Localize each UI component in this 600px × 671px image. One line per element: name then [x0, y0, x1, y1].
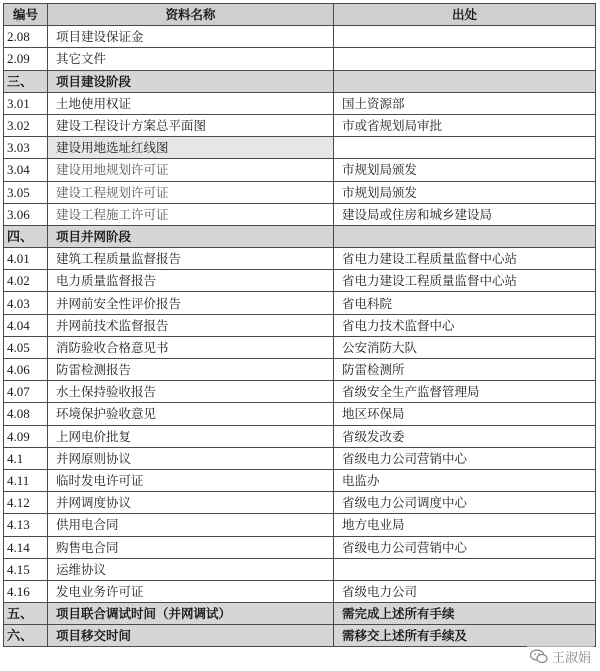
source-cell: 省级电力公司	[334, 580, 596, 602]
num-cell: 4.1	[4, 447, 48, 469]
name-cell: 防雷检测报告	[48, 359, 334, 381]
name-cell: 运维协议	[48, 558, 334, 580]
name-cell: 上网电价批复	[48, 425, 334, 447]
source-cell: 省级发改委	[334, 425, 596, 447]
source-cell	[334, 225, 596, 247]
source-cell: 电监办	[334, 469, 596, 491]
num-cell: 4.04	[4, 314, 48, 336]
num-cell: 4.16	[4, 580, 48, 602]
name-cell: 项目建设保证金	[48, 26, 334, 48]
table-row	[4, 558, 596, 580]
watermark	[527, 646, 594, 667]
num-cell: 3.06	[4, 203, 48, 225]
name-cell: 并网前安全性评价报告	[48, 292, 334, 314]
num-cell: 3.03	[4, 137, 48, 159]
name-cell: 项目联合调试时间（并网调试）	[48, 603, 334, 625]
source-cell: 地方电业局	[334, 514, 596, 536]
table-row	[4, 447, 596, 469]
source-cell	[334, 70, 596, 92]
table-row	[4, 114, 596, 136]
table-row	[4, 181, 596, 203]
document-table	[3, 3, 596, 647]
name-cell: 其它文件	[48, 48, 334, 70]
table-row	[4, 314, 596, 336]
num-cell: 4.12	[4, 492, 48, 514]
source-cell: 国土资源部	[334, 92, 596, 114]
header-num: 编号	[4, 4, 48, 26]
num-cell: 2.08	[4, 26, 48, 48]
name-cell: 环境保护验收意见	[48, 403, 334, 425]
source-cell: 公安消防大队	[334, 336, 596, 358]
num-cell: 三、	[4, 70, 48, 92]
table-row	[4, 48, 596, 70]
name-cell: 临时发电许可证	[48, 469, 334, 491]
source-cell	[334, 137, 596, 159]
name-cell: 建筑工程质量监督报告	[48, 248, 334, 270]
source-cell: 建设局或住房和城乡建设局	[334, 203, 596, 225]
source-cell: 省级电力公司营销中心	[334, 536, 596, 558]
table-row	[4, 203, 596, 225]
name-cell: 购售电合同	[48, 536, 334, 558]
table-row	[4, 292, 596, 314]
source-cell: 省电力技术监督中心	[334, 314, 596, 336]
table-body	[4, 26, 596, 647]
name-cell: 并网原则协议	[48, 447, 334, 469]
source-cell: 省级电力公司营销中心	[334, 447, 596, 469]
num-cell: 2.09	[4, 48, 48, 70]
name-cell: 项目并网阶段	[48, 225, 334, 247]
table-header-row	[4, 4, 596, 26]
table-row	[4, 381, 596, 403]
source-cell: 地区环保局	[334, 403, 596, 425]
table-row	[4, 159, 596, 181]
name-cell: 电力质量监督报告	[48, 270, 334, 292]
table-row	[4, 492, 596, 514]
watermark-text: 王淑娟	[551, 651, 591, 666]
table-row	[4, 248, 596, 270]
num-cell: 3.04	[4, 159, 48, 181]
table-row	[4, 137, 596, 159]
num-cell: 3.01	[4, 92, 48, 114]
name-cell: 供用电合同	[48, 514, 334, 536]
name-cell: 并网调度协议	[48, 492, 334, 514]
source-cell: 需移交上述所有手续及	[334, 625, 596, 647]
num-cell: 4.07	[4, 381, 48, 403]
name-cell: 消防验收合格意见书	[48, 336, 334, 358]
num-cell: 4.02	[4, 270, 48, 292]
wechat-icon	[530, 649, 548, 664]
table-row	[4, 359, 596, 381]
num-cell: 4.13	[4, 514, 48, 536]
num-cell: 4.03	[4, 292, 48, 314]
section-row	[4, 225, 596, 247]
table-row	[4, 536, 596, 558]
name-cell: 土地使用权证	[48, 92, 334, 114]
table-row	[4, 26, 596, 48]
name-cell: 建设用地选址红线图	[48, 137, 334, 159]
section-row	[4, 625, 596, 647]
source-cell: 需完成上述所有手续	[334, 603, 596, 625]
name-cell: 项目建设阶段	[48, 70, 334, 92]
num-cell: 四、	[4, 225, 48, 247]
source-cell: 市规划局颁发	[334, 181, 596, 203]
table-row	[4, 580, 596, 602]
header-name: 资料名称	[48, 4, 334, 26]
source-cell: 省级电力公司调度中心	[334, 492, 596, 514]
name-cell: 建设工程施工许可证	[48, 203, 334, 225]
name-cell: 并网前技术监督报告	[48, 314, 334, 336]
num-cell: 4.06	[4, 359, 48, 381]
num-cell: 4.05	[4, 336, 48, 358]
num-cell: 4.08	[4, 403, 48, 425]
source-cell: 省电力建设工程质量监督中心站	[334, 248, 596, 270]
table-row	[4, 469, 596, 491]
name-cell: 发电业务许可证	[48, 580, 334, 602]
num-cell: 4.15	[4, 558, 48, 580]
num-cell: 4.09	[4, 425, 48, 447]
name-cell: 建设工程规划许可证	[48, 181, 334, 203]
header-source: 出处	[334, 4, 596, 26]
table-row	[4, 92, 596, 114]
table-row	[4, 425, 596, 447]
source-cell: 省电力建设工程质量监督中心站	[334, 270, 596, 292]
name-cell: 建设用地规划许可证	[48, 159, 334, 181]
num-cell: 五、	[4, 603, 48, 625]
table-row	[4, 336, 596, 358]
source-cell	[334, 48, 596, 70]
source-cell: 市或省规划局审批	[334, 114, 596, 136]
source-cell: 防雷检测所	[334, 359, 596, 381]
num-cell: 4.14	[4, 536, 48, 558]
num-cell: 3.02	[4, 114, 48, 136]
table-row	[4, 514, 596, 536]
source-cell: 省电科院	[334, 292, 596, 314]
name-cell: 水土保持验收报告	[48, 381, 334, 403]
name-cell: 项目移交时间	[48, 625, 334, 647]
source-cell	[334, 26, 596, 48]
num-cell: 4.01	[4, 248, 48, 270]
source-cell	[334, 558, 596, 580]
section-row	[4, 603, 596, 625]
table-row	[4, 403, 596, 425]
source-cell: 省级安全生产监督管理局	[334, 381, 596, 403]
num-cell: 六、	[4, 625, 48, 647]
section-row	[4, 70, 596, 92]
table-row	[4, 270, 596, 292]
num-cell: 4.11	[4, 469, 48, 491]
num-cell: 3.05	[4, 181, 48, 203]
name-cell: 建设工程设计方案总平面图	[48, 114, 334, 136]
source-cell: 市规划局颁发	[334, 159, 596, 181]
